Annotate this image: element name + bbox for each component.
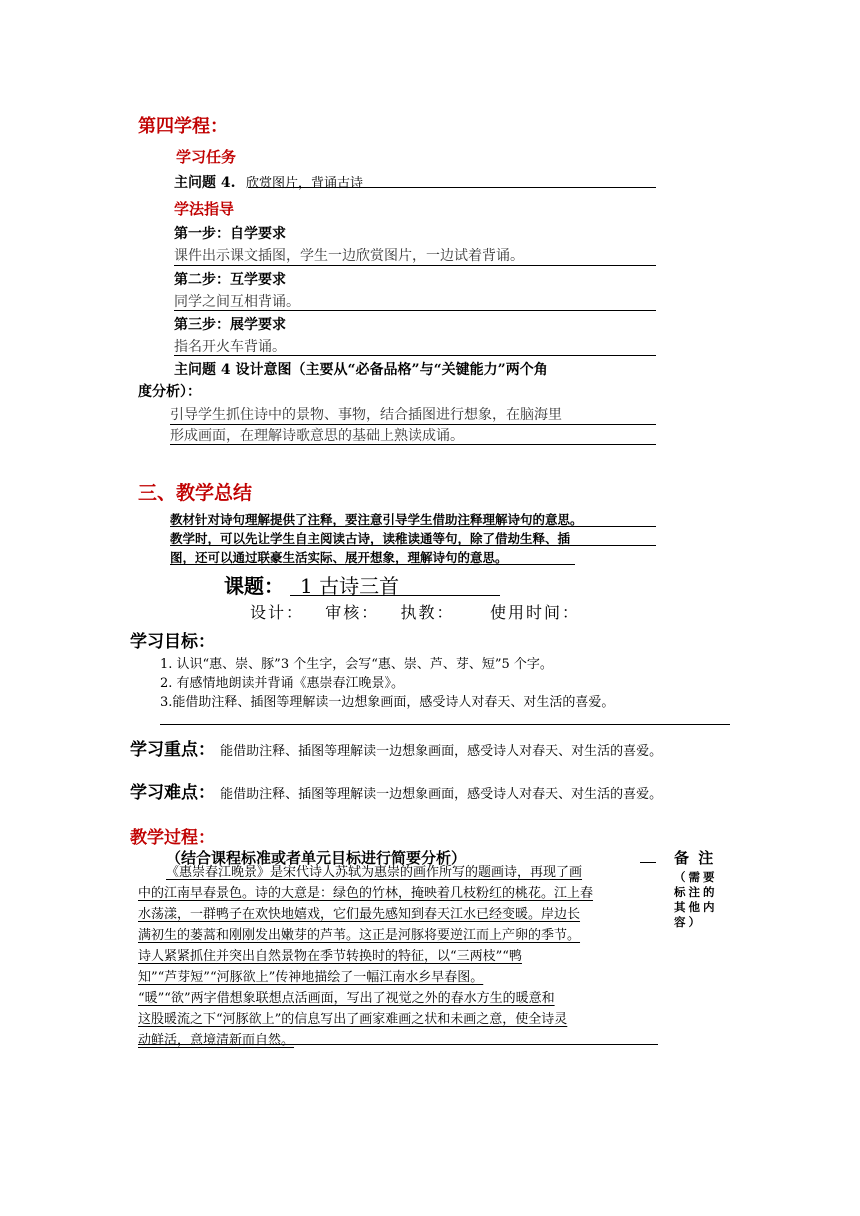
topic-underline — [290, 595, 500, 596]
note-line: 标注的 — [674, 885, 718, 899]
note-line: 容） — [674, 915, 703, 929]
method-label: 学法指导 — [174, 200, 235, 218]
intent-text-line1: 引导学生抓住诗中的景物、事物，结合插图进行想象，在脑海里 — [170, 407, 562, 423]
analysis-line: 水荡漾，一群鸭子在欢快地嬉戏，它们最先感知到春天江水已经变暖。岸边长 — [138, 907, 581, 922]
intent-underline-2 — [170, 444, 656, 445]
task-label: 学习任务 — [176, 148, 237, 166]
topic-value: 1 古诗三首 — [300, 574, 400, 598]
step2-text: 同学之间互相背诵。 — [174, 294, 300, 310]
analysis-end-line — [138, 1044, 658, 1045]
key-text: 能借助注释、插图等理解读一边想象画面，感受诗人对春天、对生活的喜爱。 — [220, 744, 663, 759]
section4-heading: 第四学程： — [138, 116, 228, 137]
analysis-line: “暖”“欲”两字借想象联想点活画面，写出了视觉之外的春水方生的暖意和 — [138, 991, 555, 1006]
step1-underline — [174, 265, 656, 266]
analysis-line: 诗人紧紧抓住并突出自然景物在季节转换时的特征，以“三两枝”“鸭 — [138, 949, 522, 964]
summary-underline-1 — [170, 526, 656, 527]
design-intent-line1: 主问题 4 设计意图（主要从“必备品格”与“关键能力”两个角 — [174, 362, 548, 378]
note-text — [674, 870, 718, 930]
note-title: 备 注 — [674, 849, 716, 867]
difficult-text: 能借助注释、插图等理解读一边想象画面，感受诗人对春天、对生活的喜爱。 — [220, 787, 663, 802]
summary-line-2: 教学时，可以先让学生自主阅读古诗，读稚读通等句，除了借劫生释、插 — [170, 531, 571, 546]
analysis-line: 知”“芦芽短”“河豚欲上”传神地描绘了一幅江南水乡早春图。 — [138, 970, 484, 985]
difficult-label: 学习难点： — [130, 783, 215, 803]
note-line: （需要 — [674, 870, 718, 884]
key-label: 学习重点： — [130, 740, 215, 760]
analysis-line: 这股暖流之下“河豚欲上”的信息写出了画家难画之状和未画之意，使全诗灵 — [138, 1012, 568, 1027]
analysis-line: 中的江南早春景色。诗的大意是：绿色的竹林，掩映着几枝粉红的桃花。江上春 — [138, 886, 594, 901]
analysis-heading: （结合课程标准或者单元目标进行简要分析） — [166, 849, 467, 867]
step2-label: 第二步：互学要求 — [174, 272, 286, 288]
summary-line-1: 教材针对诗句理解提供了注释，要注意引导学生借助注释理解诗句的意思。 — [170, 512, 583, 527]
summary-underline-2 — [170, 545, 656, 546]
main-question-4 — [174, 172, 363, 192]
step3-underline — [174, 355, 656, 356]
process-label: 教学过程： — [130, 828, 215, 848]
lesson-meta: 设计： 审核： 执教： 使用时间： — [250, 603, 580, 622]
design-intent-line2: 度分析）： — [138, 384, 201, 400]
step3-text: 指名开火车背诵。 — [174, 339, 286, 355]
summary-underline-3 — [170, 564, 575, 565]
main-question-text: 欣赏图片，背诵古诗 — [245, 176, 363, 191]
main-question-underline — [248, 187, 656, 188]
note-line: 其他内 — [674, 900, 718, 914]
summary-line-3: 图，还可以通过联豪生活实际、展开想象，理解诗句的意思。 — [170, 550, 508, 565]
analysis-line: 《惠崇春江晚景》是宋代诗人苏轼为惠崇的画作所写的题画诗，再现了画 — [166, 865, 583, 880]
goal-2: 2. 有感情地朗读并背诵《惠崇春江晚景》。 — [160, 676, 405, 691]
analysis-line: 动鲜活，意境清新而自然。 — [138, 1033, 295, 1048]
goals-divider — [160, 724, 730, 725]
goals-label: 学习目标： — [130, 632, 215, 652]
step1-text: 课件出示课文插图，学生一边欣赏图片，一边试着背诵。 — [174, 248, 524, 264]
difficult-point — [130, 778, 662, 803]
intent-text-line2: 形成画面，在理解诗歌意思的基础上熟读成诵。 — [170, 428, 464, 444]
step1-label: 第一步：自学要求 — [174, 226, 286, 242]
summary-heading: 三、教学总结 — [138, 482, 253, 504]
step3-label: 第三步：展学要求 — [174, 317, 286, 333]
main-question-prefix: 主问题 4. — [174, 175, 236, 191]
analysis-line: 满初生的蒌蒿和刚刚发出嫩芽的芦苇。这正是河豚将要逆江而上产卵的季节。 — [138, 928, 581, 943]
topic-label: 课题： — [224, 574, 284, 598]
goal-3: 3.能借助注释、插图等理解读一边想象画面，感受诗人对春天、对生活的喜爱。 — [160, 695, 615, 710]
step2-underline — [174, 310, 656, 311]
goal-1: 1. 认识“惠、崇、豚”3 个生字，会写“惠、崇、芦、芽、短”5 个字。 — [160, 657, 553, 672]
key-point — [130, 735, 662, 760]
